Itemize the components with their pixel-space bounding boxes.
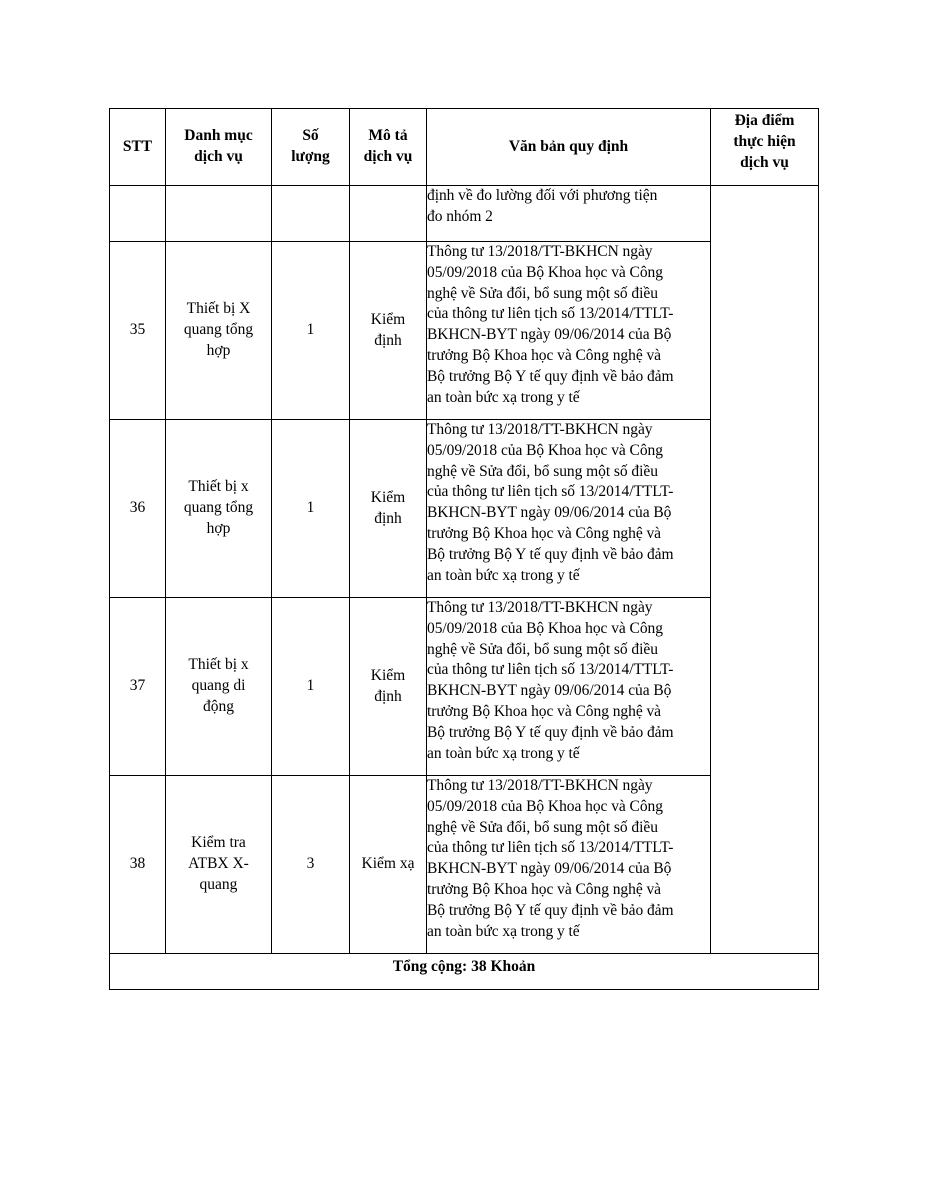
cell-so-luong: 1 — [272, 598, 350, 776]
cell-stt: 35 — [110, 242, 166, 420]
cell-so-luong: 1 — [272, 420, 350, 598]
cell-stt: 37 — [110, 598, 166, 776]
header-van-ban: Văn bản quy định — [427, 109, 711, 186]
cell-mo-ta: Kiểm định — [350, 242, 427, 420]
continuation-row — [110, 186, 819, 242]
cell-dia-diem — [711, 186, 819, 954]
header-row — [110, 109, 819, 186]
cell-danh-muc: Thiết bị x quang tổng hợp — [166, 420, 272, 598]
cell-danh-muc: Kiểm tra ATBX X- quang — [166, 776, 272, 954]
cell-mo-ta: Kiểm định — [350, 598, 427, 776]
header-mo-ta: Mô tả dịch vụ — [350, 109, 427, 186]
cell-mo-ta: Kiểm định — [350, 420, 427, 598]
cell-empty — [110, 186, 166, 242]
header-so-luong: Số lượng — [272, 109, 350, 186]
total-row — [110, 954, 819, 990]
cell-danh-muc: Thiết bị X quang tổng hợp — [166, 242, 272, 420]
cell-van-ban: Thông tư 13/2018/TT-BKHCN ngày 05/09/2018 của Bộ Khoa học và Công nghệ về Sửa đổi, bổ sung một số điều của thông tư liên tịch số 13/2014/TTLT- BKHCN-BYT ngày 09/06/2014 của Bộ trưởng Bộ Khoa học và Công nghệ và Bộ trưởng Bộ Y tế quy định về bảo đảm an toàn bức xạ trong y tế — [427, 598, 711, 776]
cell-empty — [350, 186, 427, 242]
cell-so-luong: 3 — [272, 776, 350, 954]
cell-stt: 38 — [110, 776, 166, 954]
header-stt: STT — [110, 109, 166, 186]
cell-danh-muc: Thiết bị x quang di động — [166, 598, 272, 776]
cell-empty — [166, 186, 272, 242]
cell-empty — [272, 186, 350, 242]
cell-van-ban-continued: định về đo lường đối với phương tiện đo nhóm 2 — [427, 186, 711, 242]
cell-van-ban: Thông tư 13/2018/TT-BKHCN ngày 05/09/2018 của Bộ Khoa học và Công nghệ về Sửa đổi, bổ sung một số điều của thông tư liên tịch số 13/2014/TTLT- BKHCN-BYT ngày 09/06/2014 của Bộ trưởng Bộ Khoa học và Công nghệ và Bộ trưởng Bộ Y tế quy định về bảo đảm an toàn bức xạ trong y tế — [427, 420, 711, 598]
header-danh-muc: Danh mục dịch vụ — [166, 109, 272, 186]
cell-van-ban: Thông tư 13/2018/TT-BKHCN ngày 05/09/2018 của Bộ Khoa học và Công nghệ về Sửa đổi, bổ sung một số điều của thông tư liên tịch số 13/2014/TTLT- BKHCN-BYT ngày 09/06/2014 của Bộ trưởng Bộ Khoa học và Công nghệ và Bộ trưởng Bộ Y tế quy định về bảo đảm an toàn bức xạ trong y tế — [427, 776, 711, 954]
cell-van-ban: Thông tư 13/2018/TT-BKHCN ngày 05/09/2018 của Bộ Khoa học và Công nghệ về Sửa đổi, bổ sung một số điều của thông tư liên tịch số 13/2014/TTLT- BKHCN-BYT ngày 09/06/2014 của Bộ trưởng Bộ Khoa học và Công nghệ và Bộ trưởng Bộ Y tế quy định về bảo đảm an toàn bức xạ trong y tế — [427, 242, 711, 420]
cell-mo-ta: Kiểm xạ — [350, 776, 427, 954]
services-table — [109, 108, 819, 990]
header-dia-diem: Địa điểm thực hiện dịch vụ — [711, 109, 819, 186]
cell-stt: 36 — [110, 420, 166, 598]
cell-so-luong: 1 — [272, 242, 350, 420]
total-cell: Tổng cộng: 38 Khoản — [110, 954, 819, 990]
